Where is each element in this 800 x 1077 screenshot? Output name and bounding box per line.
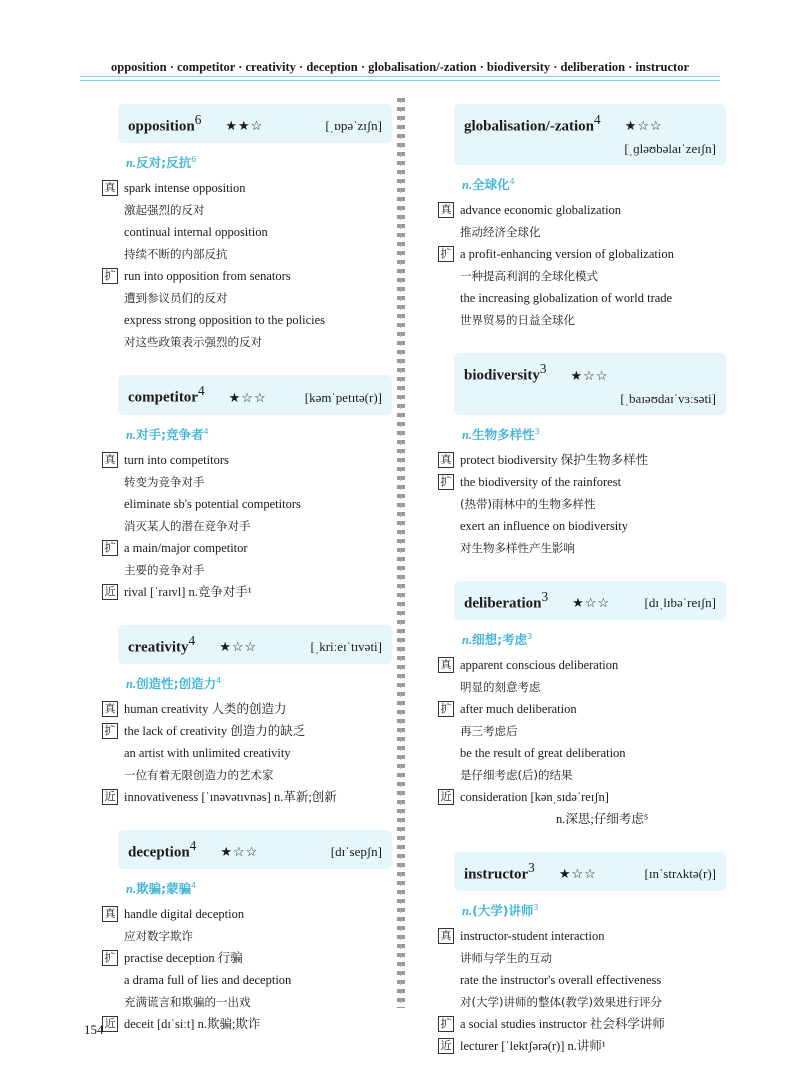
indent-spacer: [438, 309, 460, 331]
example-text: a drama full of lies and deception: [124, 973, 292, 988]
translation-text: 一位有着无限创造力的艺术家: [124, 767, 274, 782]
translation-text: (热带)雨林中的生物多样性: [460, 496, 596, 511]
entry-competitor: [102, 375, 392, 602]
part-of-speech: n.: [462, 904, 473, 919]
indent-spacer: [102, 243, 124, 265]
indent-spacer: [438, 265, 460, 287]
indent-spacer: [534, 808, 556, 830]
headword-wrap: [128, 633, 195, 656]
example-text: practise deception 行骗: [124, 951, 243, 966]
meaning: 创造性;创造力: [136, 675, 217, 691]
translation-text: 主要的竞争对手: [124, 562, 205, 577]
example-line: [438, 265, 726, 287]
example-text: the increasing globalization of world trade: [460, 291, 673, 306]
example-line: [102, 243, 392, 265]
meaning-frequency: 3: [533, 903, 539, 913]
frequency-mark: 4: [188, 632, 196, 648]
example-text: handle digital deception: [124, 907, 245, 922]
indent-spacer: [102, 199, 124, 221]
label-badge: 真: [102, 701, 118, 717]
meaning: 生物多样性: [472, 426, 535, 442]
example-line: [438, 947, 726, 969]
headword-box: [454, 581, 726, 620]
frequency-mark: 4: [197, 383, 205, 399]
indent-spacer: [102, 991, 124, 1013]
indent-spacer: [438, 947, 460, 969]
example-line: [438, 786, 726, 808]
example-line: [102, 991, 392, 1013]
entry-globalisationzation: [438, 104, 726, 331]
example-line: [102, 742, 392, 764]
part-of-speech: n.: [462, 632, 473, 647]
example-line: [438, 449, 726, 471]
headword-line: [464, 112, 716, 135]
example-text: a profit-enhancing version of globalization: [460, 247, 674, 262]
translation-text: 遭到参议员们的反对: [124, 291, 228, 306]
example-text: a social studies instructor 社会科学讲师: [460, 1017, 665, 1032]
translation-text: 消灭某人的潜在竞争对手: [124, 518, 251, 533]
entry-biodiversity: [438, 353, 726, 558]
meaning-frequency: 6: [191, 155, 197, 165]
translation-text: 激起强烈的反对: [124, 203, 205, 218]
meaning-frequency: 3: [534, 426, 540, 436]
example-line: [102, 559, 392, 581]
translation-text: 对这些政策表示强烈的反对: [124, 335, 262, 350]
indent-spacer: [438, 720, 460, 742]
example-text: instructor-student interaction: [460, 929, 605, 944]
example-line: [102, 786, 392, 808]
example-text: run into opposition from senators: [124, 269, 291, 284]
part-of-speech-meaning: [126, 674, 392, 692]
indent-spacer: [102, 764, 124, 786]
label-badge: 真: [102, 452, 118, 468]
example-text: consideration [kənˌsɪdəˈreɪʃn]: [460, 789, 609, 804]
headword-wrap: [464, 860, 535, 883]
part-of-speech: n.: [126, 676, 137, 691]
example-line: [438, 199, 726, 221]
example-line: [438, 925, 726, 947]
indent-spacer: [102, 925, 124, 947]
label-badge: 近: [102, 789, 118, 805]
part-of-speech: n.: [126, 427, 137, 442]
label-badge: 扩: [438, 701, 454, 717]
headword-box: [454, 104, 726, 165]
label-badge: 扩: [102, 723, 118, 739]
example-line: [438, 654, 726, 676]
example-line: [102, 698, 392, 720]
example-text: an artist with unlimited creativity: [124, 745, 291, 760]
example-line: [102, 199, 392, 221]
translation-text: 对生物多样性产生影响: [460, 540, 575, 555]
meaning: (大学)讲师: [472, 903, 534, 919]
entry-instructor: [438, 852, 726, 1057]
example-line: [438, 742, 726, 764]
indent-spacer: [102, 287, 124, 309]
label-badge: 扩: [438, 474, 454, 490]
example-line: [438, 309, 726, 331]
example-text: human creativity 人类的创造力: [124, 701, 287, 716]
label-badge: 真: [438, 657, 454, 673]
meaning: 欺骗;蒙骗: [136, 881, 192, 897]
meaning: 细想;考虑: [472, 631, 528, 647]
example-line: [102, 449, 392, 471]
indent-spacer: [102, 493, 124, 515]
indent-spacer: [438, 991, 460, 1013]
example-line: [102, 1013, 392, 1035]
example-line: [102, 581, 392, 603]
example-text: turn into competitors: [124, 452, 229, 467]
entry-opposition: [102, 104, 392, 353]
difficulty-stars: ★☆☆: [228, 389, 267, 405]
indent-spacer: [438, 969, 460, 991]
example-line: [438, 764, 726, 786]
example-line: [438, 676, 726, 698]
difficulty-stars: ★☆☆: [220, 844, 259, 860]
headword-line: [464, 361, 716, 384]
example-line: [438, 808, 726, 830]
indent-spacer: [102, 221, 124, 243]
part-of-speech: n.: [126, 156, 137, 171]
translation-text: 是仔细考虑(后)的结果: [460, 767, 573, 782]
headword: creativity: [128, 638, 189, 655]
label-badge: 扩: [438, 246, 454, 262]
phonetic: [ˌbaɪəʊdaɪˈvɜːsəti]: [620, 390, 716, 406]
example-line: [438, 698, 726, 720]
label-badge: 真: [102, 180, 118, 196]
phonetic: [ˌɡləʊbəlaɪˈzeɪʃn]: [624, 141, 716, 157]
example-line: [102, 925, 392, 947]
indent-spacer: [438, 515, 460, 537]
example-line: [102, 177, 392, 199]
example-line: [102, 720, 392, 742]
example-line: [438, 493, 726, 515]
example-line: [438, 243, 726, 265]
translation-text: 推动经济全球化: [460, 225, 541, 240]
example-text: a main/major competitor: [124, 540, 248, 555]
frequency-mark: 4: [189, 837, 197, 853]
example-line: [438, 537, 726, 559]
example-line: [102, 287, 392, 309]
example-line: [102, 493, 392, 515]
header-rule: [80, 76, 720, 77]
example-text: express strong opposition to the policies: [124, 313, 326, 328]
example-line: [102, 903, 392, 925]
indent-spacer: [102, 515, 124, 537]
left-column: [102, 104, 392, 1057]
example-text: after much deliberation: [460, 701, 577, 716]
headword-line: [128, 112, 382, 135]
example-line: [438, 720, 726, 742]
example-line: [438, 471, 726, 493]
difficulty-stars: ★★☆: [225, 118, 264, 134]
meaning-frequency: 4: [216, 675, 222, 685]
headword-box: [454, 852, 726, 891]
example-line: [102, 331, 392, 353]
headword-line: [464, 860, 716, 883]
indent-spacer: [438, 676, 460, 698]
headword-wrap: [128, 838, 196, 861]
meaning-frequency: 3: [527, 631, 533, 641]
example-text: the lack of creativity 创造力的缺乏: [124, 723, 306, 738]
label-badge: 真: [438, 202, 454, 218]
running-header: opposition · competitor · creativity · deception · globalisation/-zation · biodiversity · deliberation · instructor: [111, 60, 689, 74]
phonetic: [ɪnˈstrʌktə(r)]: [644, 866, 716, 882]
frequency-mark: 6: [194, 112, 202, 127]
phonetic: [ˌkriːeɪˈtɪvəti]: [310, 638, 382, 654]
entry-deliberation: [438, 581, 726, 830]
meaning: 全球化: [472, 177, 510, 193]
headword-wrap: [128, 383, 205, 406]
meaning-frequency: 4: [191, 881, 197, 891]
headword: biodiversity: [464, 367, 540, 384]
example-line: [102, 515, 392, 537]
difficulty-stars: ★☆☆: [624, 118, 663, 134]
example-text: rival [ˈraɪvl] n.竞争对手¹: [124, 584, 252, 599]
headword-wrap: [464, 589, 548, 612]
headword-line: [128, 383, 382, 406]
meaning: 对手;竞争者: [136, 426, 204, 442]
example-line: [438, 221, 726, 243]
headword: deception: [128, 844, 190, 861]
part-of-speech: n.: [462, 427, 473, 442]
phonetic: [kəmˈpetɪtə(r)]: [304, 389, 382, 405]
example-text: eliminate sb's potential competitors: [124, 496, 301, 511]
label-badge: 真: [102, 906, 118, 922]
phonetic: [ˌɒpəˈzɪʃn]: [325, 118, 382, 134]
frequency-mark: 3: [539, 361, 547, 377]
translation-text: 充满谎言和欺骗的一出戏: [124, 995, 251, 1010]
indent-spacer: [438, 537, 460, 559]
example-text: innovativeness [ˈɪnəvətɪvnəs] n.革新;创新: [124, 789, 337, 804]
translation-text: 明显的刻意考虑: [460, 679, 541, 694]
label-badge: 近: [438, 789, 454, 805]
translation-text: 对(大学)讲师的整体(教学)效果进行评分: [460, 995, 662, 1010]
headword: deliberation: [464, 594, 542, 611]
example-text: exert an influence on biodiversity: [460, 518, 628, 533]
right-column: [438, 104, 726, 1077]
frequency-mark: 4: [594, 112, 601, 127]
part-of-speech-meaning: [126, 879, 392, 897]
example-text: the biodiversity of the rainforest: [460, 474, 622, 489]
part-of-speech-meaning: [126, 425, 392, 443]
translation-text: 应对数字欺诈: [124, 929, 193, 944]
headword-box: [118, 625, 392, 664]
entry-deception: [102, 830, 392, 1035]
example-line: [102, 947, 392, 969]
headword: globalisation/-zation: [464, 118, 595, 135]
headword-line: [128, 633, 382, 656]
meaning-frequency: 4: [509, 177, 515, 187]
translation-text: 持续不断的内部反抗: [124, 247, 228, 262]
part-of-speech: n.: [462, 178, 473, 193]
phonetic: [dɪˌlɪbəˈreɪʃn]: [644, 594, 716, 610]
meaning-frequency: 4: [203, 426, 209, 436]
difficulty-stars: ★☆☆: [558, 866, 597, 882]
indent-spacer: [438, 493, 460, 515]
label-badge: 扩: [102, 540, 118, 556]
example-line: [438, 969, 726, 991]
header-rule-secondary: [80, 80, 720, 81]
phonetic: [dɪˈsepʃn]: [330, 844, 382, 860]
translation-text: 一种提高利润的全球化模式: [460, 269, 598, 284]
indent-spacer: [102, 969, 124, 991]
difficulty-stars: ★☆☆: [572, 594, 611, 610]
example-text: protect biodiversity 保护生物多样性: [460, 452, 649, 467]
example-line: [438, 287, 726, 309]
label-badge: 真: [438, 452, 454, 468]
example-line: [438, 1035, 726, 1057]
headword-box: [454, 353, 726, 414]
part-of-speech-meaning: [126, 153, 392, 171]
label-badge: 扩: [102, 268, 118, 284]
example-line: [102, 265, 392, 287]
example-text: apparent conscious deliberation: [460, 657, 619, 672]
indent-spacer: [438, 764, 460, 786]
translation-text: 讲师与学生的互动: [460, 951, 552, 966]
part-of-speech-meaning: [462, 901, 726, 919]
example-line: [102, 309, 392, 331]
indent-spacer: [438, 287, 460, 309]
column-divider: [397, 98, 405, 1008]
example-line: [102, 471, 392, 493]
entry-creativity: [102, 625, 392, 808]
indent-spacer: [102, 331, 124, 353]
headword-wrap: [464, 112, 601, 135]
label-badge: 近: [438, 1038, 454, 1054]
indent-spacer: [102, 559, 124, 581]
label-badge: 近: [102, 584, 118, 600]
example-text: rate the instructor's overall effectiveness: [460, 973, 662, 988]
frequency-mark: 3: [541, 588, 549, 604]
label-badge: 扩: [102, 950, 118, 966]
label-badge: 近: [102, 1016, 118, 1032]
label-badge: 扩: [438, 1016, 454, 1032]
indent-spacer: [438, 221, 460, 243]
example-line: [102, 221, 392, 243]
example-text: advance economic globalization: [460, 203, 622, 218]
difficulty-stars: ★☆☆: [570, 367, 609, 383]
example-text: be the result of great deliberation: [460, 745, 626, 760]
part-of-speech: n.: [126, 882, 137, 897]
example-text: n.深思;仔细考虑⁵: [556, 811, 649, 826]
example-line: [438, 1013, 726, 1035]
headword-line: [128, 838, 382, 861]
headword-wrap: [464, 361, 547, 384]
difficulty-stars: ★☆☆: [219, 638, 258, 654]
indent-spacer: [102, 309, 124, 331]
example-line: [438, 991, 726, 1013]
headword-box: [118, 104, 392, 143]
example-text: lecturer [ˈlektʃərə(r)] n.讲师¹: [460, 1039, 606, 1054]
headword-box: [118, 830, 392, 869]
headword: instructor: [464, 866, 529, 883]
part-of-speech-meaning: [462, 630, 726, 648]
headword: opposition: [128, 118, 195, 135]
meaning: 反对;反抗: [136, 155, 192, 171]
example-text: continual internal opposition: [124, 225, 268, 240]
example-line: [102, 764, 392, 786]
example-line: [102, 969, 392, 991]
part-of-speech-meaning: [462, 425, 726, 443]
frequency-mark: 3: [528, 859, 535, 875]
indent-spacer: [438, 742, 460, 764]
example-text: deceit [dɪˈsiːt] n.欺骗;欺诈: [124, 1017, 261, 1032]
indent-spacer: [102, 742, 124, 764]
headword-box: [118, 375, 392, 414]
headword: competitor: [128, 389, 198, 406]
translation-text: 转变为竞争对手: [124, 474, 205, 489]
headword-line: [464, 589, 716, 612]
translation-text: 世界贸易的日益全球化: [460, 313, 575, 328]
indent-spacer: [102, 471, 124, 493]
example-text: spark intense opposition: [124, 181, 246, 196]
label-badge: 真: [438, 928, 454, 944]
headword-wrap: [128, 112, 201, 135]
page-number: 154: [84, 1022, 104, 1037]
example-line: [102, 537, 392, 559]
example-line: [438, 515, 726, 537]
part-of-speech-meaning: [462, 175, 726, 193]
translation-text: 再三考虑后: [460, 723, 518, 738]
